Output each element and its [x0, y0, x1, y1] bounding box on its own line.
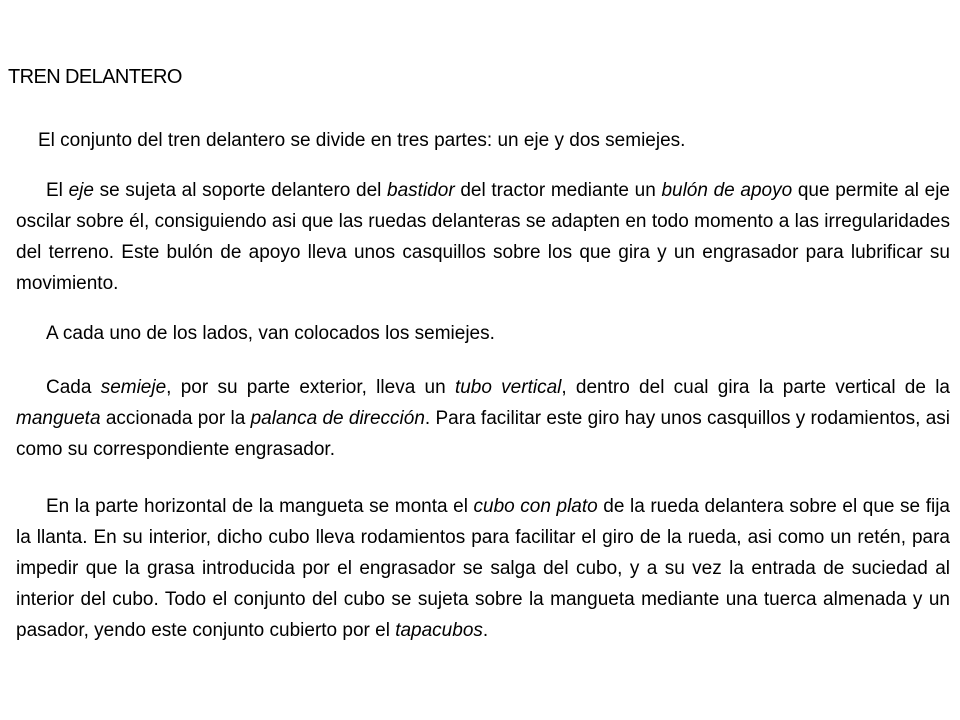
term-mangueta: mangueta — [16, 408, 101, 429]
term-semieje: semieje — [100, 377, 167, 398]
paragraph-cubo — [16, 491, 950, 646]
text-run: , dentro del cual gira la parte vertical de la — [561, 377, 950, 398]
text-run: se sujeta al soporte delantero del — [93, 180, 388, 201]
text-run: de la rueda delantera sobre el que se fija la llanta. En su interior, dicho cubo lleva rodamientos para facilitar el giro de la rueda, asi como un retén, para impedir que la grasa introducida por el engrasador se salga del cubo, y a su vez la entrada de suciedad al interior del cubo. Todo el conjunto del cubo se sujeta sobre la mangueta mediante una tuerca almenada y un pasador, yendo este conjunto cubierto por el — [16, 496, 950, 641]
paragraph-intro — [16, 125, 950, 156]
text-run: que permite al eje oscilar sobre él, consiguiendo asi que las ruedas delanteras se adapten en todo momento a las irregularidades del terreno. Este bulón de apoyo lleva unos casquillos sobre los que gira y un engrasador para lubrificar su movimiento. — [16, 180, 951, 294]
text-run: El — [46, 180, 69, 201]
paragraph-semiejes — [16, 318, 950, 349]
text-run: En la parte horizontal de la mangueta se monta el — [46, 496, 474, 517]
text-run: del tractor mediante un — [454, 180, 662, 201]
text-run: Cada — [46, 377, 101, 398]
document-title: TREN DELANTERO — [8, 66, 182, 88]
term-tubo-vertical: tubo vertical — [454, 377, 562, 398]
paragraph-semieje-detail — [16, 372, 950, 465]
term-eje: eje — [68, 180, 94, 201]
text-run: . — [482, 620, 489, 641]
text-run: . Para facilitar este giro hay unos casquillos y rodamientos, asi como su correspondiente engrasador. — [16, 408, 950, 460]
term-palanca-de-direccion: palanca de dirección — [250, 408, 425, 429]
term-tapacubos: tapacubos — [395, 620, 483, 641]
term-cubo-con-plato: cubo con plato — [473, 496, 598, 517]
text-run: accionada por la — [100, 408, 251, 429]
paragraph-text: A cada uno de los lados, van colocados los semiejes. — [46, 323, 495, 344]
term-bastidor: bastidor — [387, 180, 455, 201]
paragraph-text: El conjunto del tren delantero se divide en tres partes: un eje y dos semiejes. — [38, 130, 686, 151]
text-run: , por su parte exterior, lleva un — [166, 377, 455, 398]
paragraph-eje — [16, 175, 950, 299]
term-bulon-de-apoyo: bulón de apoyo — [661, 180, 793, 201]
